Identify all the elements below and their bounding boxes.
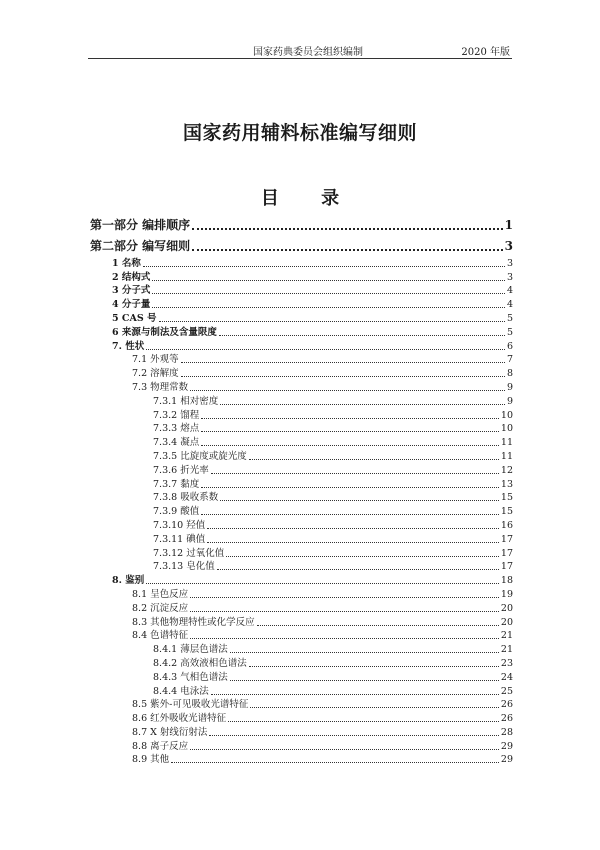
toc-entry-title: 6 来源与制法及含量限度 (112, 326, 217, 338)
toc-entry-page: 7 (506, 354, 513, 366)
toc-entry-page: 5 (506, 326, 513, 338)
document-title: 国家药用辅料标准编写细则 (182, 122, 417, 144)
toc-entry[interactable] (90, 325, 513, 339)
toc-entry[interactable] (90, 366, 513, 380)
toc-entry[interactable] (90, 546, 513, 560)
dot-leader (228, 721, 499, 722)
dot-leader (219, 335, 505, 336)
dot-leader (146, 583, 499, 584)
toc-entry-title: 7.3.6 折光率 (153, 464, 209, 476)
toc-entry-page: 8 (506, 368, 513, 380)
toc-entry-title: 7.3.2 馏程 (153, 409, 200, 421)
toc-entry[interactable] (90, 656, 513, 670)
dot-leader (171, 762, 499, 763)
toc-entry[interactable] (90, 725, 513, 739)
toc-entry-title: 4 分子量 (112, 299, 151, 311)
toc-entry[interactable] (90, 463, 513, 477)
dot-leader (249, 666, 499, 667)
toc-entry-page: 20 (500, 616, 513, 628)
toc-entry-page: 16 (500, 519, 513, 531)
toc-entry-title: 7.3.10 羟值 (153, 519, 206, 531)
toc-entry-title: 8. 鉴别 (112, 575, 145, 587)
toc-entry-page: 25 (500, 685, 513, 697)
toc-entry[interactable] (90, 573, 513, 587)
toc-entry-title: 5 CAS 号 (112, 312, 157, 324)
toc-entry[interactable] (90, 587, 513, 601)
dot-leader (146, 349, 505, 350)
toc-entry-title: 8.3 其他物理特性或化学反应 (132, 616, 255, 628)
dot-leader (257, 625, 499, 626)
toc-entry[interactable] (90, 629, 513, 643)
toc-entry-page: 10 (500, 423, 513, 435)
toc-entry[interactable] (90, 560, 513, 574)
dot-leader (192, 249, 502, 251)
toc-entry-page: 29 (500, 740, 513, 752)
toc-entry-title: 7.2 溶解度 (132, 368, 179, 380)
toc-entry-page: 26 (500, 699, 513, 711)
toc-entry-title: 7.3.11 碘值 (153, 533, 206, 545)
dot-leader (217, 569, 499, 570)
toc-entry[interactable] (90, 670, 513, 684)
toc-entry[interactable] (90, 422, 513, 436)
toc-entry-page: 26 (500, 713, 513, 725)
dot-leader (152, 293, 505, 294)
dot-leader (143, 266, 505, 267)
dot-leader (181, 362, 505, 363)
toc-entry-title: 8.4 色谱特征 (132, 630, 189, 642)
toc-entry[interactable] (90, 449, 513, 463)
toc-entry[interactable] (90, 711, 513, 725)
toc-entry[interactable] (90, 491, 513, 505)
toc-entry[interactable] (90, 394, 513, 408)
toc-entry[interactable] (90, 297, 513, 311)
toc-entry-title: 8.8 离子反应 (132, 740, 189, 752)
dot-leader (159, 321, 505, 322)
toc-entry-page: 4 (506, 285, 513, 297)
toc-entry[interactable] (90, 284, 513, 298)
toc-entry-title: 7. 性状 (112, 340, 145, 352)
toc-entry-title: 7.3.8 吸收系数 (153, 492, 219, 504)
toc-entry[interactable] (90, 270, 513, 284)
dot-leader (190, 749, 499, 750)
toc-entry[interactable] (90, 380, 513, 394)
header-version: 2020 年版 (461, 47, 510, 58)
dot-leader (220, 404, 505, 405)
dot-leader (201, 445, 499, 446)
toc-entry-page: 13 (500, 478, 513, 490)
toc-entry[interactable] (90, 684, 513, 698)
header-org: 国家药典委员会组织编制 (253, 47, 363, 58)
toc-entry[interactable] (90, 235, 513, 256)
dot-leader (230, 680, 499, 681)
dot-leader (207, 542, 499, 543)
toc-entry[interactable] (90, 642, 513, 656)
dot-leader (201, 514, 499, 515)
toc-entry-page: 29 (500, 754, 513, 766)
dot-leader (201, 418, 499, 419)
toc-entry-title: 1 名称 (112, 257, 141, 269)
toc-entry-title: 7.1 外观等 (132, 354, 179, 366)
toc-entry-page: 12 (500, 464, 513, 476)
toc-entry-page: 5 (506, 312, 513, 324)
toc-entry-title: 8.5 紫外-可见吸收光谱特征 (132, 699, 249, 711)
toc-entry-page: 21 (500, 630, 513, 642)
toc-heading: 目 录 (260, 188, 358, 209)
dot-leader (192, 228, 502, 230)
toc-entry-title: 7.3.13 皂化值 (153, 561, 215, 573)
toc-entry-title: 7.3.7 黏度 (153, 478, 200, 490)
toc-entry-page: 11 (500, 450, 513, 462)
dot-leader (190, 597, 499, 598)
toc-entry-title: 2 结构式 (112, 271, 151, 283)
toc-entry[interactable] (90, 353, 513, 367)
dot-leader (249, 459, 499, 460)
toc-entry-title: 8.4.4 电泳法 (153, 685, 209, 697)
toc-entry-title: 7.3.5 比旋度或旋光度 (153, 450, 247, 462)
toc-entry[interactable] (90, 615, 513, 629)
dot-leader (211, 473, 499, 474)
toc-entry-page: 10 (500, 409, 513, 421)
toc-entry-page: 3 (504, 239, 513, 253)
dot-leader (181, 376, 505, 377)
toc-entry-page: 15 (500, 506, 513, 518)
toc-entry[interactable] (90, 256, 513, 270)
toc-entry-title: 8.1 呈色反应 (132, 588, 189, 600)
toc-entry-title: 7.3.4 凝点 (153, 437, 200, 449)
toc-entry-page: 9 (506, 381, 513, 393)
toc-entry-title: 7.3.3 熔点 (153, 423, 200, 435)
toc-entry[interactable] (90, 739, 513, 753)
toc-entry-page: 18 (500, 575, 513, 587)
toc-entry-title: 8.4.1 薄层色谱法 (153, 644, 228, 656)
toc-entry-title: 第一部分 编排顺序 (90, 218, 191, 232)
toc-entry-page: 15 (500, 492, 513, 504)
dot-leader (209, 735, 498, 736)
toc-entry-title: 8.2 沉淀反应 (132, 602, 189, 614)
toc-entry-page: 28 (500, 726, 513, 738)
toc-entry[interactable] (90, 214, 513, 235)
toc-entry-page: 11 (500, 437, 513, 449)
toc-entry-page: 4 (506, 299, 513, 311)
dot-leader (230, 652, 499, 653)
dot-leader (250, 707, 499, 708)
toc-entry-title: 3 分子式 (112, 285, 151, 297)
table-of-contents (90, 214, 513, 766)
toc-entry-title: 8.4.2 高效液相色谱法 (153, 657, 247, 669)
toc-entry-page: 9 (506, 395, 513, 407)
toc-entry-page: 20 (500, 602, 513, 614)
toc-entry[interactable] (90, 698, 513, 712)
toc-entry-page: 1 (504, 218, 513, 232)
toc-entry-page: 21 (500, 644, 513, 656)
dot-leader (211, 694, 499, 695)
dot-leader (226, 556, 499, 557)
toc-entry-title: 8.4.3 气相色谱法 (153, 671, 228, 683)
dot-leader (152, 307, 505, 308)
toc-entry-page: 23 (500, 657, 513, 669)
toc-entry-page: 3 (506, 257, 513, 269)
dot-leader (152, 280, 505, 281)
toc-entry[interactable] (90, 339, 513, 353)
dot-leader (207, 528, 499, 529)
toc-entry-page: 17 (500, 533, 513, 545)
toc-entry[interactable] (90, 477, 513, 491)
toc-entry-title: 8.6 红外吸收光谱特征 (132, 713, 227, 725)
toc-entry-page: 6 (506, 340, 513, 352)
toc-entry[interactable] (90, 753, 513, 767)
toc-entry-title: 7.3 物理常数 (132, 381, 189, 393)
dot-leader (190, 611, 499, 612)
toc-entry-title: 8.9 其他 (132, 754, 170, 766)
toc-entry[interactable] (90, 518, 513, 532)
dot-leader (201, 487, 499, 488)
toc-entry-page: 17 (500, 561, 513, 573)
toc-entry-page: 3 (506, 271, 513, 283)
toc-entry[interactable] (90, 504, 513, 518)
toc-entry-page: 24 (500, 671, 513, 683)
dot-leader (220, 500, 499, 501)
dot-leader (201, 431, 499, 432)
toc-entry[interactable] (90, 435, 513, 449)
toc-entry-title: 8.7 X 射线衍射法 (132, 726, 208, 738)
running-header (88, 42, 512, 59)
toc-entry[interactable] (90, 532, 513, 546)
toc-entry-title: 7.3.9 酸值 (153, 506, 200, 518)
toc-entry-page: 19 (500, 588, 513, 600)
dot-leader (190, 638, 499, 639)
toc-entry[interactable] (90, 601, 513, 615)
toc-entry-page: 17 (500, 547, 513, 559)
toc-entry-title: 第二部分 编写细则 (90, 239, 191, 253)
toc-entry-title: 7.3.1 相对密度 (153, 395, 219, 407)
dot-leader (190, 390, 505, 391)
toc-entry[interactable] (90, 311, 513, 325)
toc-entry[interactable] (90, 408, 513, 422)
toc-entry-title: 7.3.12 过氧化值 (153, 547, 225, 559)
